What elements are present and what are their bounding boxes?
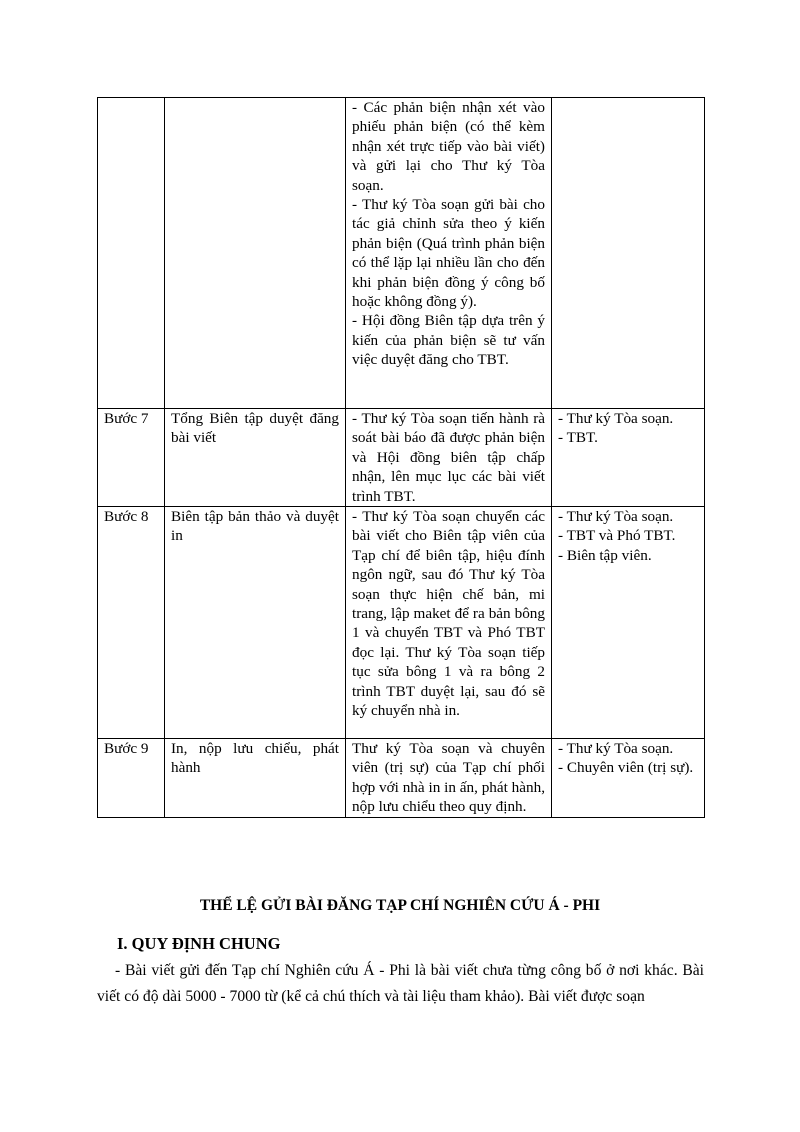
responsible-line: - Thư ký Tòa soạn.: [558, 508, 674, 526]
task-cell: In, nộp lưu chiểu, phát hành: [165, 739, 346, 818]
details-cell: [346, 98, 552, 409]
detail-line: - Thư ký Tòa soạn gửi bài cho tác giả chỉnh sửa theo ý kiến phản biện (Quá trình phản biện có thể lặp lại nhiều lần cho đến khi phản biện đồng ý công bố hoặc không đồng ý).: [352, 196, 545, 311]
paragraph-text: - Bài viết gửi đến Tạp chí Nghiên cứu Á - Phi là bài viết chưa từng công bố ở nơi khác. Bài viết có độ dài 5000 - 7000 từ (kể cả chú thích và tài liệu tham khảo). Bài viết được soạn: [97, 962, 704, 1005]
procedure-table: [97, 97, 705, 818]
detail-line: - Hội đồng Biên tập dựa trên ý kiến của phản biện sẽ tư vấn việc duyệt đăng cho TBT.: [352, 312, 545, 369]
responsible-line: - TBT.: [558, 429, 598, 447]
detail-line: - Thư ký Tòa soạn chuyển các bài viết cho Biên tập viên của Tạp chí để biên tập, hiệu đính ngôn ngữ, sau đó Thư ký Tòa soạn thực hiện chế bản, mi trang, lập maket để ra bản bông 1 và chuyển TBT và Phó TBT đọc lại. Thư ký Tòa soạn tiếp tục sửa bông 1 và ra bông 2 trình TBT duyệt lại, sau đó sẽ ký chuyển nhà in.: [352, 508, 545, 720]
detail-line: - Thư ký Tòa soạn tiến hành rà soát bài báo đã được phản biện và Hội đồng biên tập chấp nhận, lên mục lục các bài viết trình TBT.: [352, 410, 545, 505]
task-cell: [165, 98, 346, 409]
table-row: [98, 507, 705, 739]
responsible-cell: [552, 507, 705, 739]
detail-line: - Các phản biện nhận xét vào phiếu phản biện (có thể kèm nhận xét trực tiếp vào bài viết) và gửi lại cho Thư ký Tòa soạn.: [352, 99, 545, 194]
details-cell: [346, 739, 552, 818]
responsible-cell: [552, 739, 705, 818]
step-cell: [98, 98, 165, 409]
table-row: [98, 98, 705, 409]
responsible-cell: [552, 98, 705, 409]
step-cell: Bước 9: [98, 739, 165, 818]
responsible-line: - Chuyên viên (trị sự).: [558, 759, 694, 777]
detail-line: Thư ký Tòa soạn và chuyên viên (trị sự) của Tạp chí phối hợp với nhà in in ấn, phát hành, nộp lưu chiểu theo quy định.: [352, 740, 545, 816]
step-cell: Bước 7: [98, 409, 165, 507]
responsible-cell: [552, 409, 705, 507]
responsible-line: - Biên tập viên.: [558, 546, 652, 564]
section-heading: I. QUY ĐỊNH CHUNG: [117, 934, 281, 953]
responsible-line: - TBT và Phó TBT.: [558, 527, 676, 545]
responsible-line: - Thư ký Tòa soạn.: [558, 740, 674, 758]
task-cell: Tổng Biên tập duyệt đăng bài viết: [165, 409, 346, 507]
body-paragraph: [97, 958, 704, 1010]
responsible-line: - Thư ký Tòa soạn.: [558, 410, 674, 427]
table-row: [98, 739, 705, 818]
step-cell: Bước 8: [98, 507, 165, 739]
table-row: [98, 409, 705, 507]
task-cell: Biên tập bản thảo và duyệt in: [165, 507, 346, 739]
details-cell: [346, 409, 552, 507]
details-cell: [346, 507, 552, 739]
document-title: THỂ LỆ GỬI BÀI ĐĂNG TẠP CHÍ NGHIÊN CỨU Á - PHI: [199, 897, 601, 914]
